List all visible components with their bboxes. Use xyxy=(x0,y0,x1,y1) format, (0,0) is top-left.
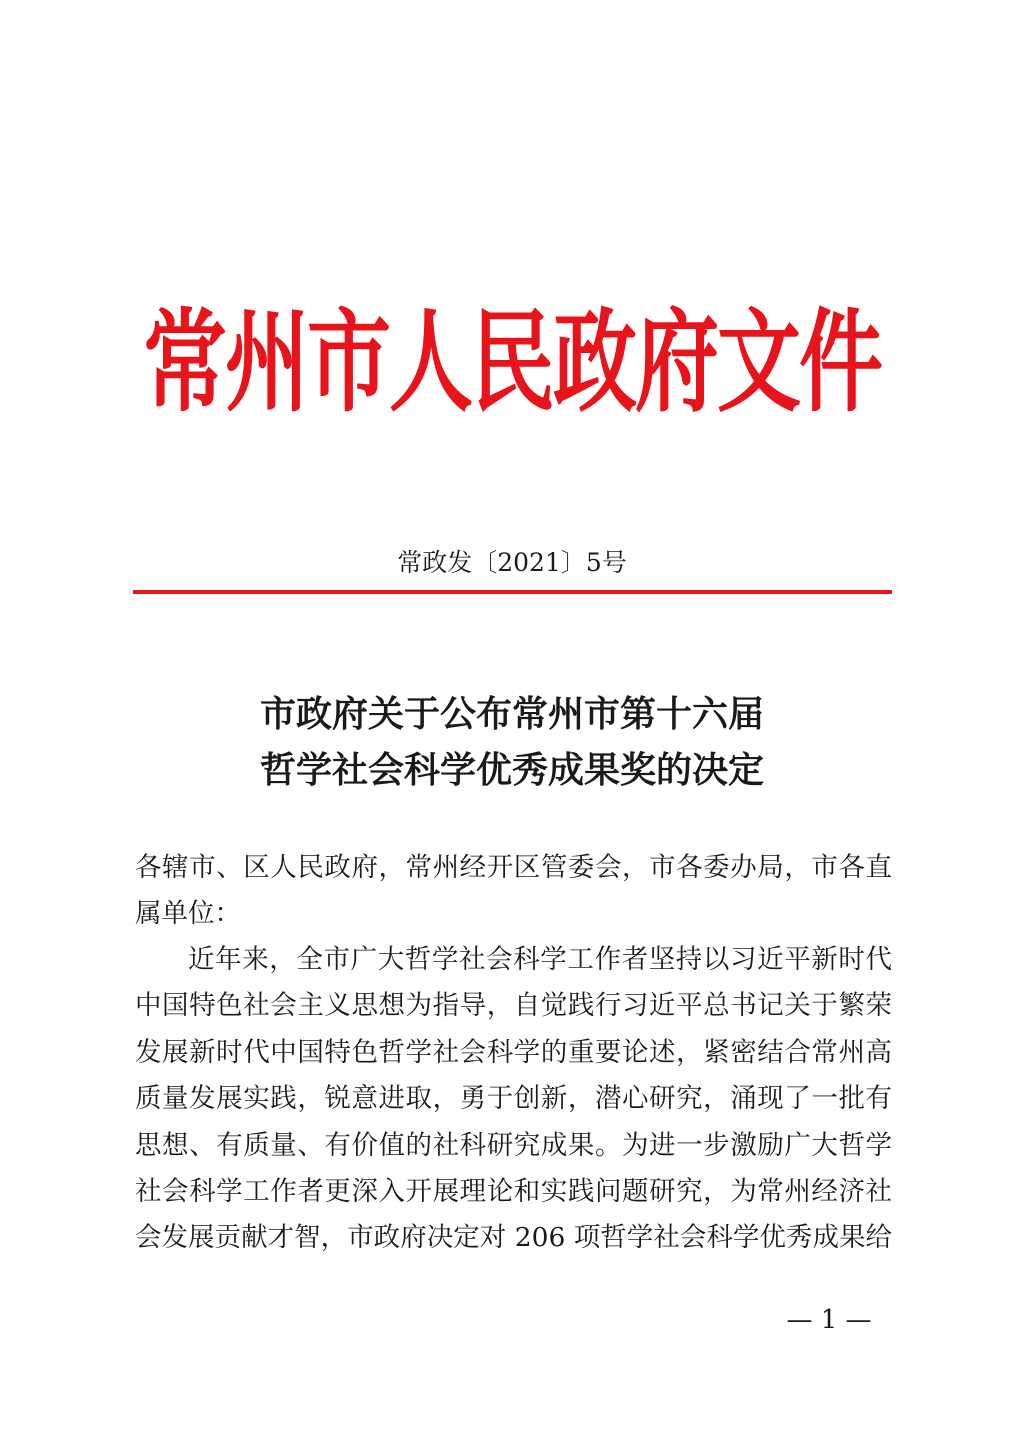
title-line: 市政府关于公布常州市第十六届 xyxy=(259,693,764,735)
body-paragraph xyxy=(135,937,892,1262)
body-line: 思想、有质量、有价值的社科研究成果。为进一步激励广大哲学 xyxy=(135,1129,892,1161)
body-line: 近年来，全市广大哲学社会科学工作者坚持以习近平新时代 xyxy=(188,944,892,975)
document-title xyxy=(0,686,1024,798)
body-line: 社会科学工作者更深入开展理论和实践问题研究，为常州经济社 xyxy=(135,1176,892,1208)
salutation-line: 属单位： xyxy=(135,898,241,929)
title-line: 哲学社会科学优秀成果奖的决定 xyxy=(259,749,764,791)
red-separator-line xyxy=(133,590,892,594)
body-line: 会发展贡献才智，市政府决定对 206 项哲学社会科学优秀成果给 xyxy=(135,1222,892,1254)
body-line: 中国特色社会主义思想为指导，自觉践行习近平总书记关于繁荣 xyxy=(135,990,892,1022)
document-number: 常政发〔2021〕5号 xyxy=(397,548,627,577)
salutation-line: 各辖市、区人民政府，常州经开区管委会，市各委办局，市各直 xyxy=(135,852,892,883)
salutation xyxy=(135,845,892,937)
body-line: 质量发展实践，锐意进取，勇于创新，潜心研究，涌现了一批有 xyxy=(135,1083,892,1115)
document-masthead: 常州市人民政府文件 xyxy=(142,296,881,427)
page-number: — 1 — xyxy=(786,1305,872,1335)
body-line: 发展新时代中国特色哲学社会科学的重要论述，紧密结合常州高 xyxy=(135,1036,892,1068)
